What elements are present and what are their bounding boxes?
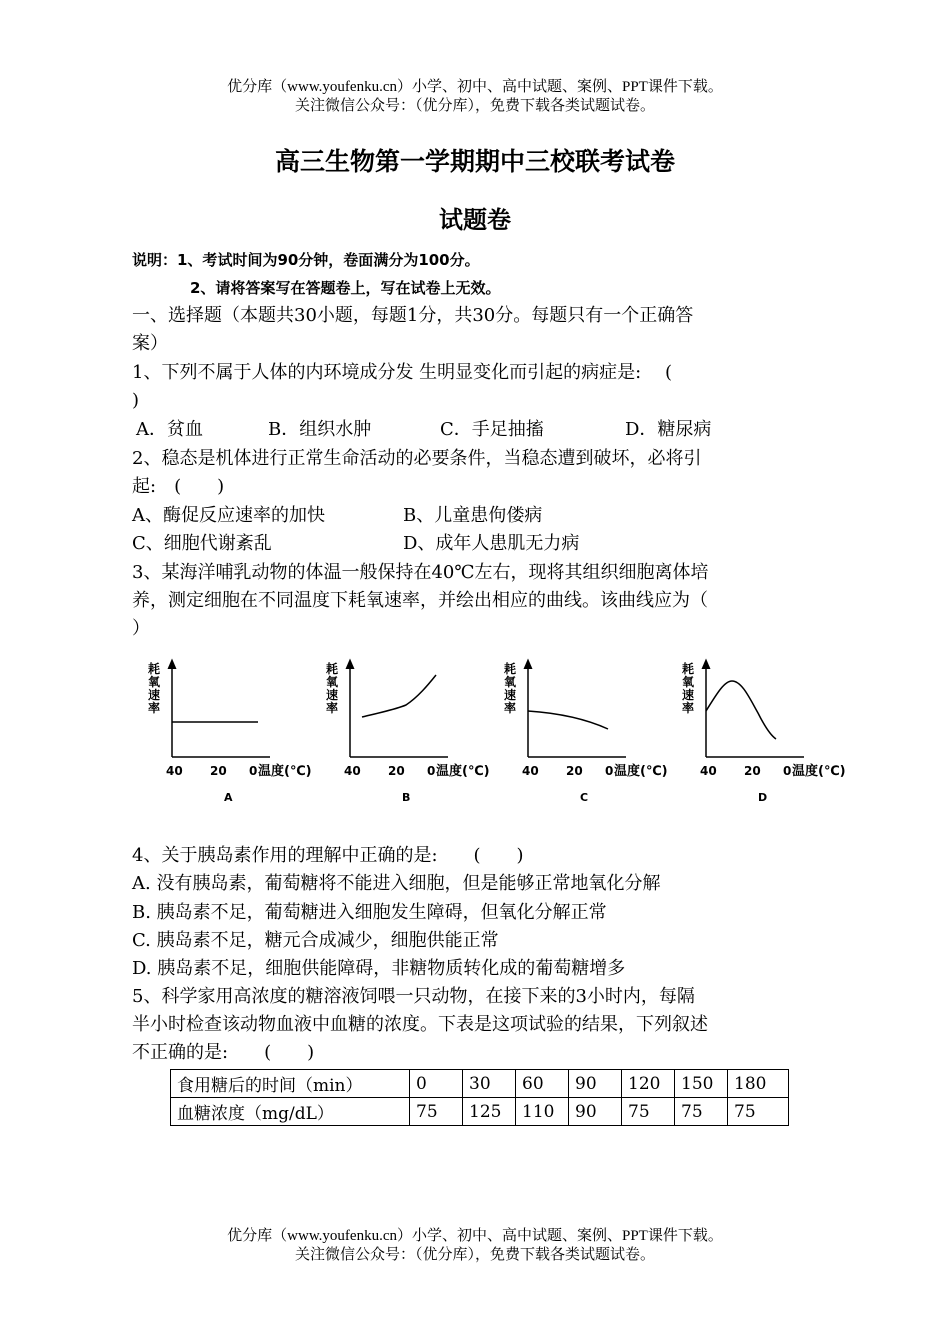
time-cell: 30 — [463, 1070, 516, 1098]
graph-d-panel-label: D — [758, 791, 768, 804]
value-cell: 90 — [569, 1098, 622, 1126]
value-cell: 75 — [675, 1098, 728, 1126]
q4-option-a: A. 没有胰岛素，葡萄糖将不能进入细胞，但是能够正常地氧化分解 — [132, 873, 661, 894]
graph-c-ylabel-1: 耗 — [504, 662, 517, 676]
graph-a-ylabel-3: 速 — [148, 688, 161, 702]
q1-stem-line-2: ) — [132, 390, 140, 411]
graph-d-curve — [706, 681, 776, 739]
q3-stem-line-1: 3、某海洋哺乳动物的体温一般保持在40℃左右，现将其组织细胞离体培 — [132, 562, 709, 583]
graph-b-tick-40: 40 — [344, 764, 361, 778]
table-row — [171, 1098, 789, 1126]
q3-graphs — [140, 655, 860, 815]
graph-c-tick-20: 20 — [566, 764, 583, 778]
blood-sugar-table — [170, 1069, 789, 1126]
page-subtitle: 试题卷 — [439, 206, 511, 234]
graph-d-tick-20: 20 — [744, 764, 761, 778]
q1-option-d: D．糖尿病 — [625, 419, 712, 440]
graph-b-tick-0: 0 — [427, 764, 436, 778]
row-label-concentration: 血糖浓度（mg/dL） — [171, 1098, 410, 1126]
graph-a-ylabel-4: 率 — [148, 701, 161, 715]
graph-d-xlabel: 温度(℃) — [792, 764, 846, 779]
graph-c-ylabel-2: 氧 — [504, 675, 517, 689]
graph-b-ylabel-2: 氧 — [326, 675, 339, 689]
q1-option-c: C．手足抽搐 — [440, 419, 544, 440]
q4-option-c: C. 胰岛素不足，糖元合成减少，细胞供能正常 — [132, 930, 499, 951]
graph-b-ylabel-3: 速 — [326, 688, 339, 702]
q1-stem-line-1: 1、下列不属于人体的内环境成分发 生明显变化而引起的病症是: ( — [132, 362, 672, 383]
header-line-2: 关注微信公众号：（优分库），免费下载各类试题试卷。 — [294, 98, 655, 114]
graph-c-ylabel-4: 率 — [504, 701, 517, 715]
graph-a-xlabel: 温度(℃) — [258, 764, 312, 779]
graph-a-ylabel-1: 耗 — [148, 662, 161, 676]
table-row — [171, 1070, 789, 1098]
graph-c — [504, 661, 668, 804]
q1-option-b: B．组织水肿 — [268, 419, 372, 440]
graph-a-ylabel-2: 氧 — [148, 675, 161, 689]
q3-stem-line-2: 养，测定细胞在不同温度下耗氧速率，并绘出相应的曲线。该曲线应为（ — [132, 590, 708, 611]
q2-option-c: C、细胞代谢紊乱 — [132, 533, 272, 554]
graph-b-ylabel-1: 耗 — [326, 662, 339, 676]
time-cell: 0 — [410, 1070, 463, 1098]
graph-c-curve — [528, 711, 608, 729]
graph-a-panel-label: A — [224, 791, 233, 804]
graph-c-tick-0: 0 — [605, 764, 614, 778]
graph-a-tick-40: 40 — [166, 764, 183, 778]
footer-line-2: 关注微信公众号：（优分库），免费下载各类试题试卷。 — [294, 1247, 655, 1263]
q2-stem-line-2: 起: ( ) — [132, 476, 225, 497]
note-1: 说明：1、考试时间为90分钟，卷面满分为100分。 — [132, 251, 480, 269]
time-cell: 150 — [675, 1070, 728, 1098]
graph-d-ylabel-3: 速 — [682, 688, 695, 702]
graph-b-ylabel-4: 率 — [326, 701, 339, 715]
q3-stem-line-3: ） — [132, 618, 150, 639]
q4-option-b: B. 胰岛素不足，葡萄糖进入细胞发生障碍，但氧化分解正常 — [132, 902, 607, 923]
graph-c-ylabel-3: 速 — [504, 688, 517, 702]
value-cell: 75 — [622, 1098, 675, 1126]
value-cell: 110 — [516, 1098, 569, 1126]
graph-a-tick-0: 0 — [249, 764, 258, 778]
q1-option-a: A．贫血 — [136, 419, 203, 440]
graph-d — [682, 661, 846, 804]
q2-stem-line-1: 2、稳态是机体进行正常生命活动的必要条件，当稳态遭到破坏，必将引 — [132, 448, 702, 469]
page-title: 高三生物第一学期期中三校联考试卷 — [274, 147, 675, 176]
section-heading-line-1: 一、选择题（本题共30小题，每题1分，共30分。每题只有一个正确答 — [132, 305, 694, 326]
graph-d-ylabel-4: 率 — [682, 701, 695, 715]
time-cell: 180 — [728, 1070, 789, 1098]
q2-option-d: D、成年人患肌无力病 — [403, 533, 580, 554]
value-cell: 75 — [728, 1098, 789, 1126]
graph-b-tick-20: 20 — [388, 764, 405, 778]
q5-stem-line-1: 5、科学家用高浓度的糖溶液饲喂一只动物，在接下来的3小时内，每隔 — [132, 986, 695, 1007]
q2-option-b: B、儿童患佝偻病 — [403, 505, 543, 526]
value-cell: 125 — [463, 1098, 516, 1126]
graph-d-tick-0: 0 — [783, 764, 792, 778]
time-cell: 60 — [516, 1070, 569, 1098]
row-label-time: 食用糖后的时间（min） — [171, 1070, 410, 1098]
graph-d-tick-40: 40 — [700, 764, 717, 778]
graph-b-panel-label: B — [402, 791, 411, 804]
note-2: 2、请将答案写在答题卷上，写在试卷上无效。 — [190, 279, 501, 297]
graph-a — [148, 661, 312, 804]
graph-c-tick-40: 40 — [522, 764, 539, 778]
q5-stem-line-3: 不正确的是: ( ) — [132, 1042, 315, 1063]
graph-a-tick-20: 20 — [210, 764, 227, 778]
footer-line-1: 优分库（www.youfenku.cn）小学、初中、高中试题、案例、PPT课件下载。 — [227, 1228, 723, 1244]
q4-option-d: D. 胰岛素不足，细胞供能障碍，非糖物质转化成的葡萄糖增多 — [132, 958, 626, 979]
graph-d-ylabel-2: 氧 — [682, 675, 695, 689]
graph-b-xlabel: 温度(℃) — [436, 764, 490, 779]
q2-option-a: A、酶促反应速率的加快 — [132, 505, 325, 526]
time-cell: 90 — [569, 1070, 622, 1098]
q5-stem-line-2: 半小时检查该动物血液中血糖的浓度。下表是这项试验的结果，下列叙述 — [132, 1014, 708, 1035]
time-cell: 120 — [622, 1070, 675, 1098]
header-line-1: 优分库（www.youfenku.cn）小学、初中、高中试题、案例、PPT课件下载。 — [227, 79, 723, 95]
value-cell: 75 — [410, 1098, 463, 1126]
graph-b-curve — [362, 675, 436, 717]
section-heading-line-2: 案） — [132, 333, 168, 354]
q4-stem: 4、关于胰岛素作用的理解中正确的是: ( ) — [132, 845, 524, 866]
graph-c-panel-label: C — [580, 791, 589, 804]
graph-c-xlabel: 温度(℃) — [614, 764, 668, 779]
graph-d-ylabel-1: 耗 — [682, 662, 695, 676]
graph-b — [326, 661, 490, 804]
